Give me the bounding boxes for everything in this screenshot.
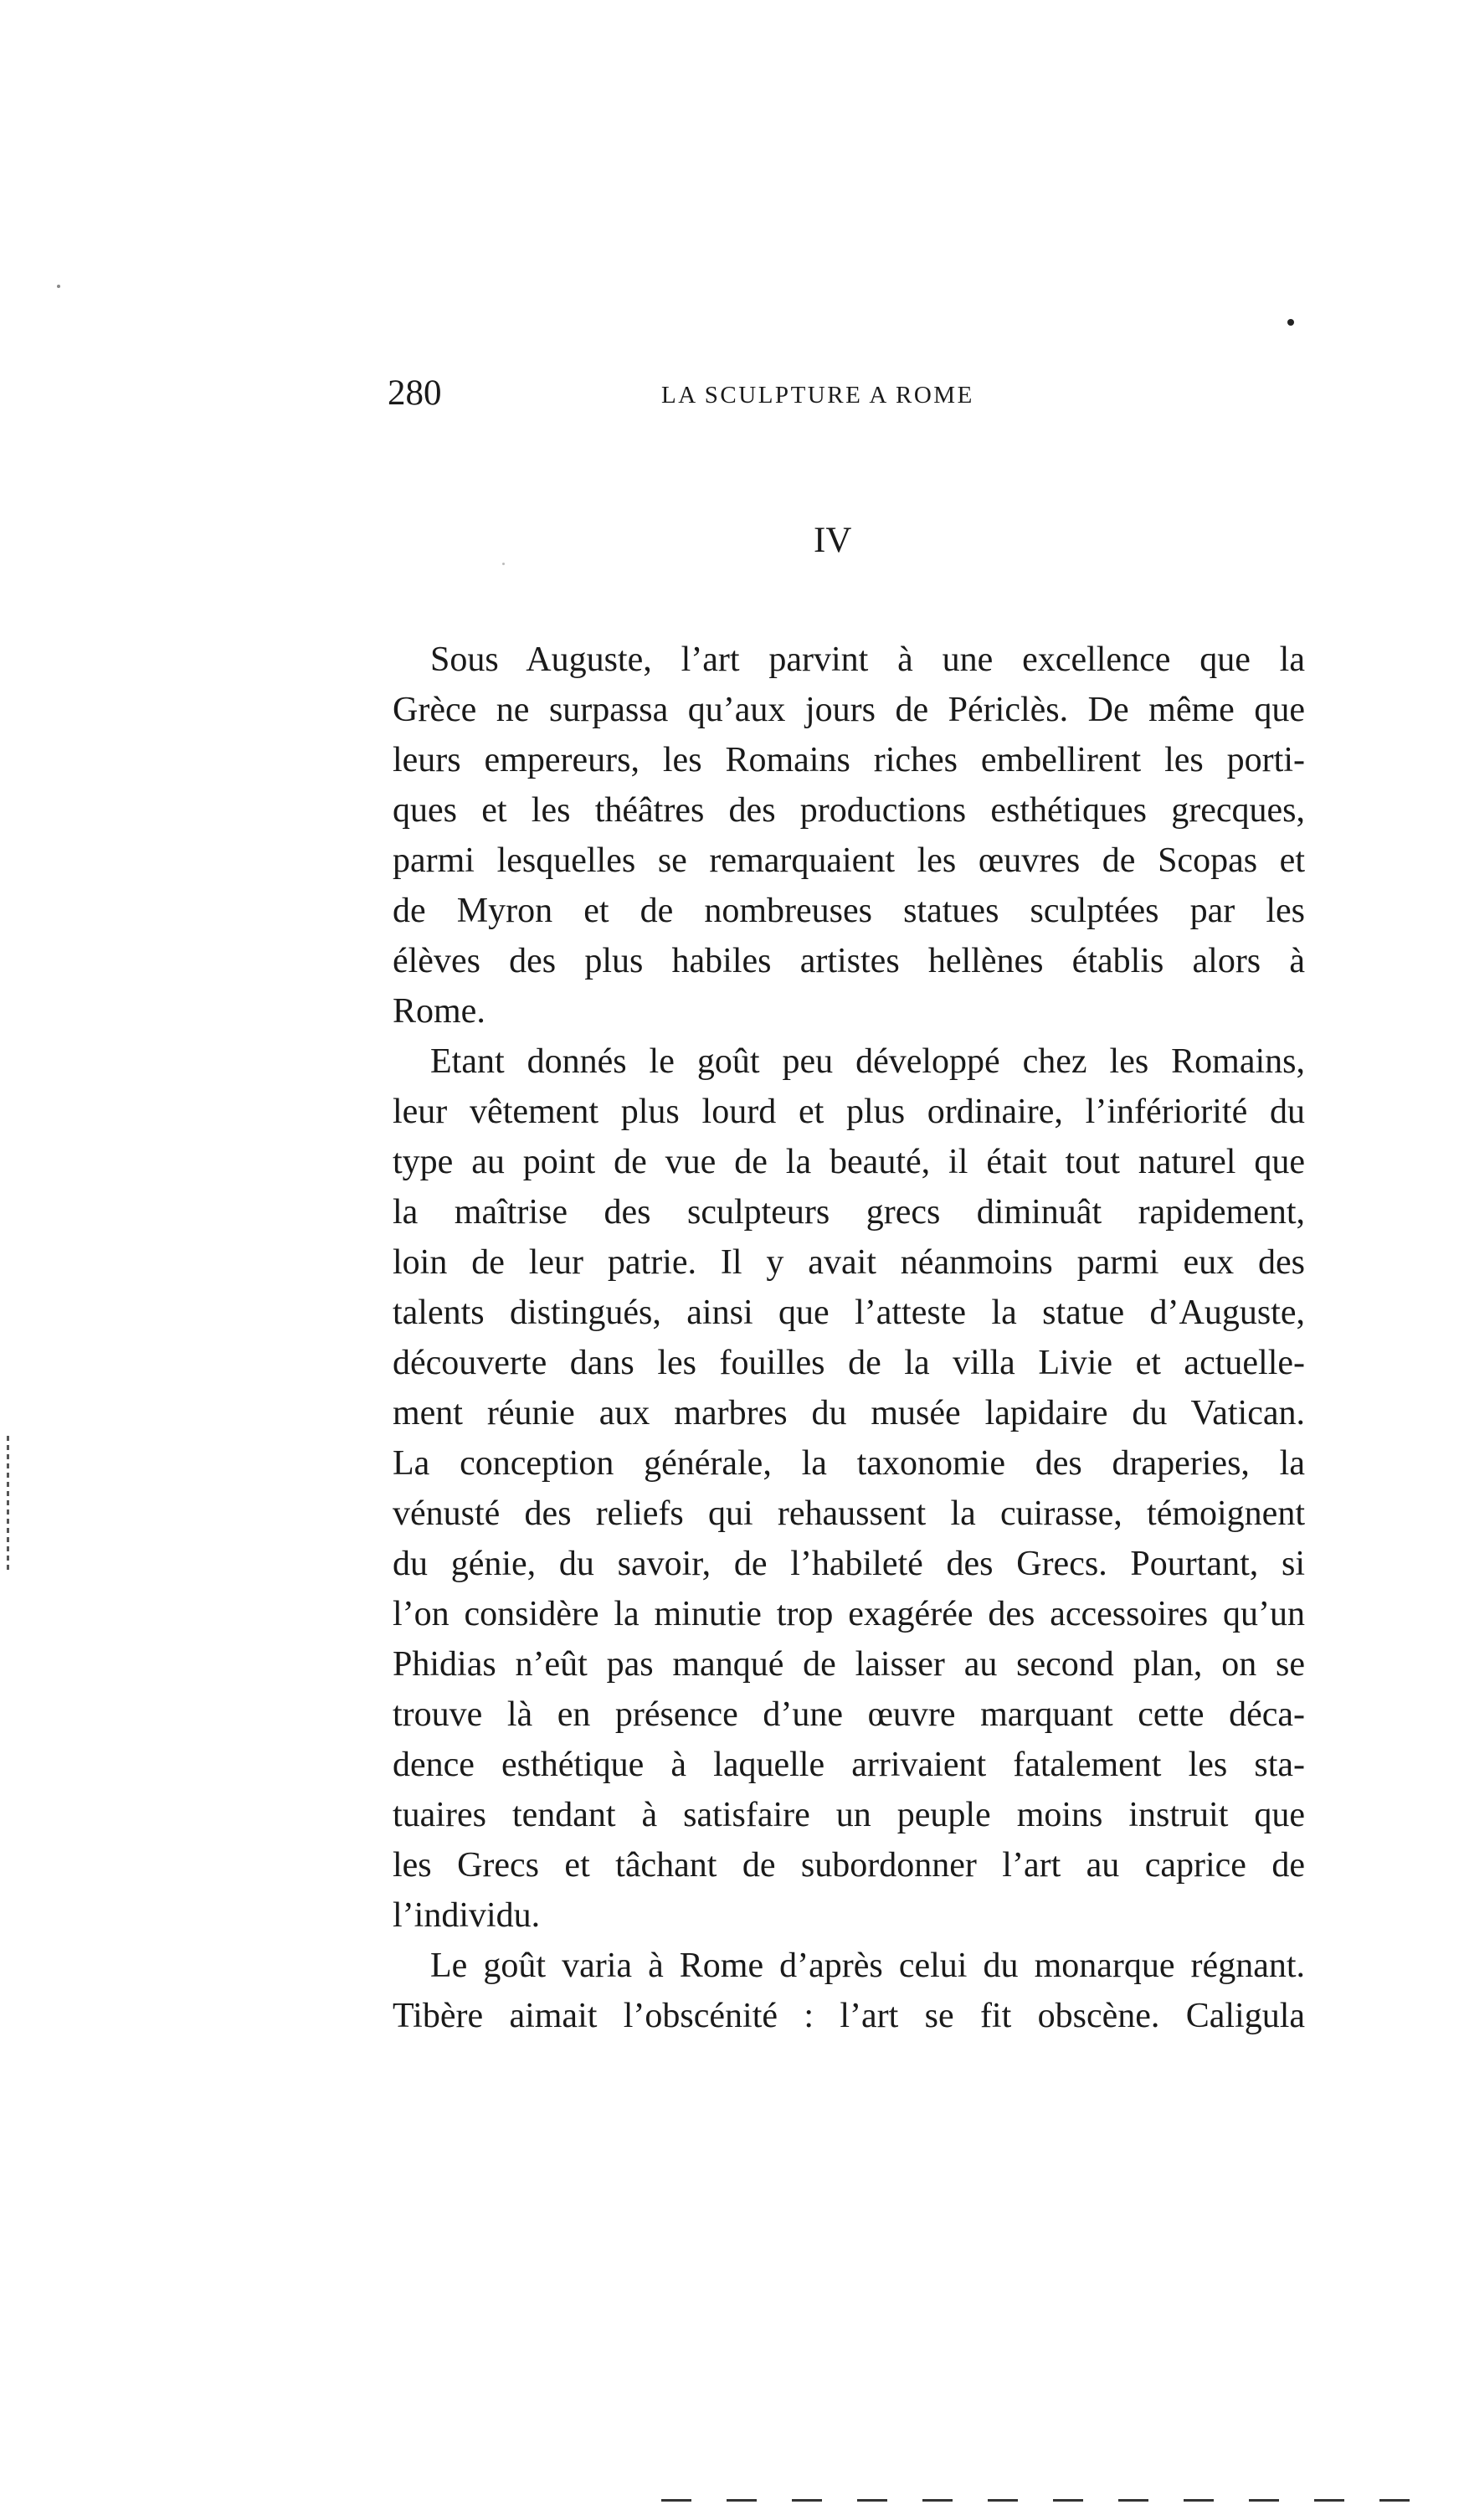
ink-speck [57, 285, 60, 288]
text-line: parmi lesquelles se remarquaient les œuvres de Scopas et [393, 841, 1305, 880]
text-line: trouve là en présence d’une œuvre marquant cette déca- [393, 1695, 1305, 1734]
text-line: Sous Auguste, l’art parvint à une excellence que la [430, 640, 1305, 679]
text-line: talents distingués, ainsi que l’atteste la statue d’Auguste, [393, 1293, 1305, 1332]
text-line: tuaires tendant à satisfaire un peuple moins instruit que [393, 1796, 1305, 1834]
running-title: LA SCULPTURE A ROME [661, 382, 974, 409]
page-number: 280 [388, 373, 442, 413]
text-line: vénusté des reliefs qui rehaussent la cuirasse, témoignent [393, 1494, 1305, 1533]
text-line: La conception générale, la taxonomie des draperies, la [393, 1444, 1305, 1483]
ink-speck [1287, 319, 1294, 326]
text-line: Le goût varia à Rome d’après celui du monarque régnant. [430, 1947, 1305, 1985]
text-line: les Grecs et tâchant de subordonner l’art au caprice de [393, 1846, 1305, 1885]
text-line: leur vêtement plus lourd et plus ordinaire, l’infériorité du [393, 1093, 1305, 1131]
text-line: leurs empereurs, les Romains riches embellirent les porti- [393, 741, 1305, 779]
text-line: type au point de vue de la beauté, il était tout naturel que [393, 1143, 1305, 1181]
scan-edge-mark [7, 1436, 9, 1570]
text-line: Tibère aimait l’obscénité : l’art se fit obscène. Caligula [393, 1997, 1305, 2035]
text-line: loin de leur patrie. Il y avait néanmoins parmi eux des [393, 1243, 1305, 1282]
text-line: l’individu. [393, 1896, 541, 1935]
text-line: découverte dans les fouilles de la villa Livie et actuelle- [393, 1344, 1305, 1382]
text-line: Phidias n’eût pas manqué de laisser au second plan, on se [393, 1645, 1305, 1684]
text-line: Rome. [393, 992, 485, 1031]
text-line: l’on considère la minutie trop exagérée des accessoires qu’un [393, 1595, 1305, 1633]
section-numeral: IV [814, 521, 852, 560]
body-text [393, 635, 1305, 2041]
text-line: du génie, du savoir, de l’habileté des Grecs. Pourtant, si [393, 1545, 1305, 1583]
ink-speck [502, 563, 505, 565]
text-line: dence esthétique à laquelle arrivaient fatalement les sta- [393, 1746, 1305, 1784]
text-line: Grèce ne surpassa qu’aux jours de Périclès. De même que [393, 691, 1305, 729]
text-line: élèves des plus habiles artistes hellènes établis alors à [393, 942, 1305, 980]
text-line: la maîtrise des sculpteurs grecs diminuât rapidement, [393, 1193, 1305, 1232]
text-line: ment réunie aux marbres du musée lapidaire du Vatican. [393, 1394, 1305, 1432]
text-line: de Myron et de nombreuses statues sculptées par les [393, 892, 1305, 930]
text-line: Etant donnés le goût peu développé chez les Romains, [430, 1042, 1305, 1081]
text-line: ques et les théâtres des productions esthétiques grecques, [393, 791, 1305, 830]
scan-footer-dashes [661, 2499, 1415, 2502]
